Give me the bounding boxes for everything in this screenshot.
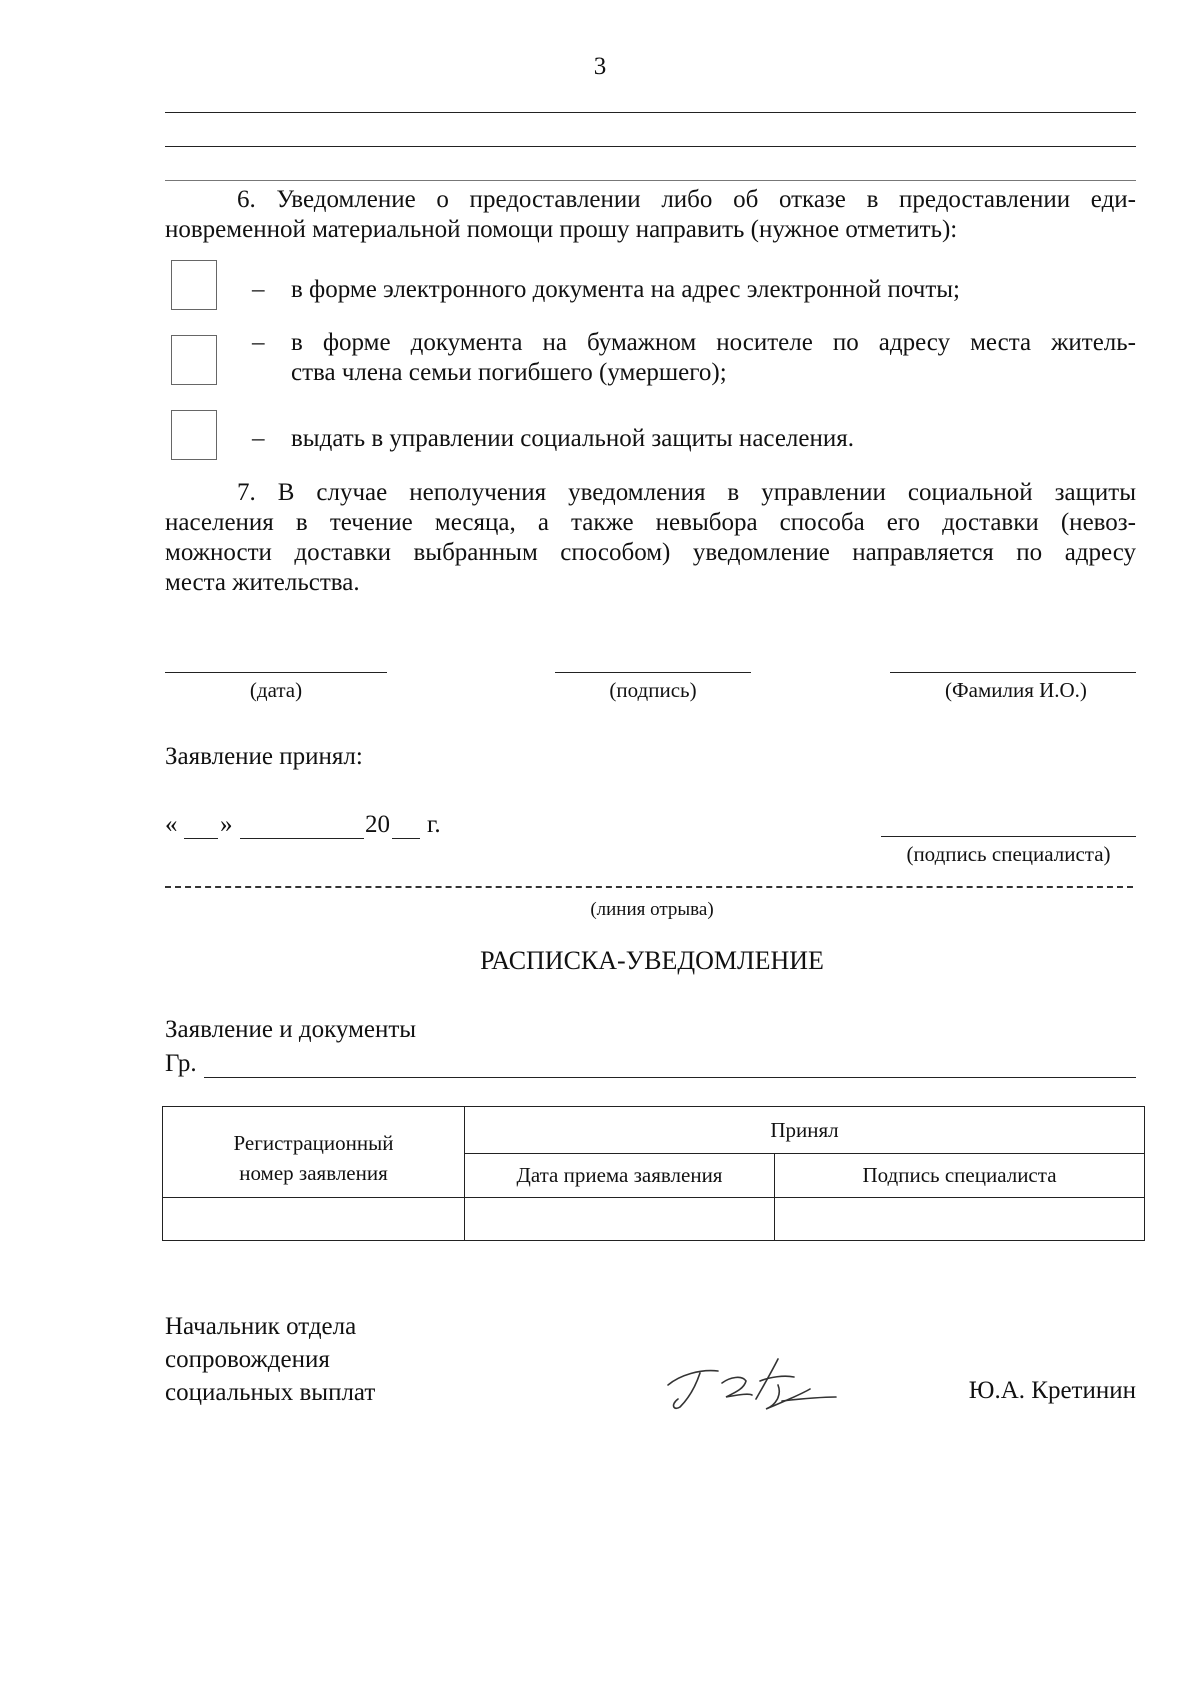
specialist-signature-cell[interactable]: [775, 1198, 1145, 1241]
accepted-label: Заявление принял:: [165, 743, 363, 770]
name-label: (Фамилия И.О.): [945, 678, 1087, 702]
item-6-line-1: 6. Уведомление о предоставлении либо об отказе в предоставлении еди-: [237, 186, 1136, 213]
date-line[interactable]: [165, 672, 387, 673]
tear-line-label: (линия отрыва): [590, 899, 714, 920]
item-6-line-2: новременной материальной помощи прошу направить (нужное отметить):: [165, 216, 958, 243]
specialist-signature-header: Подпись специалиста: [775, 1154, 1145, 1198]
footer-position-line-2: сопровождения: [165, 1346, 330, 1373]
blank-line-3: [165, 180, 1136, 181]
page-number: 3: [593, 53, 607, 80]
footer-name: Ю.А. Кретинин: [968, 1377, 1136, 1404]
specialist-signature-line[interactable]: [881, 836, 1136, 837]
option-office-checkbox[interactable]: [171, 410, 217, 460]
tear-line: [165, 886, 1133, 888]
item-7-line-1: 7. В случае неполучения уведомления в управлении социальной защиты: [237, 479, 1136, 506]
receipt-citizen-prefix: Гр.: [165, 1050, 197, 1077]
item-7-line-3: можности доставки выбранным способом) уведомление направляется по адресу: [165, 539, 1136, 566]
footer-position-line-3: социальных выплат: [165, 1379, 376, 1406]
accepted-day-line[interactable]: [184, 838, 218, 839]
item-7-line-2: населения в течение месяца, а также невыбора способа его доставки (невоз-: [165, 509, 1136, 536]
signature-label: (подпись): [609, 678, 697, 702]
item-7-paragraph: [165, 478, 1136, 598]
option-email-label: в форме электронного документа на адрес электронной почты;: [291, 276, 960, 303]
accepted-year-suffix: г.: [427, 811, 441, 838]
option-dash: –: [252, 329, 265, 356]
table-row: [163, 1198, 1145, 1241]
accepted-year-line[interactable]: [392, 838, 420, 839]
footer-position-line-1: Начальник отдела: [165, 1313, 357, 1340]
receipt-title: РАСПИСКА-УВЕДОМЛЕНИЕ: [480, 946, 824, 975]
registration-table: [162, 1106, 1145, 1241]
reg-number-header: Регистрационный номер заявления: [163, 1107, 465, 1198]
signature-line[interactable]: [555, 672, 751, 673]
option-email-checkbox[interactable]: [171, 260, 217, 310]
option-paper-line-1: в форме документа на бумажном носителе по адресу места житель-: [291, 329, 1136, 356]
option-paper-label: [291, 328, 1136, 388]
accepted-date-close: »: [220, 811, 233, 838]
accepted-date-open: «: [165, 811, 178, 838]
receipt-line-1: Заявление и документы: [165, 1016, 417, 1043]
specialist-signature-label: (подпись специалиста): [906, 842, 1111, 866]
footer-position: [165, 1310, 375, 1409]
reg-number-cell[interactable]: [163, 1198, 465, 1241]
item-7-line-4: места жительства.: [165, 569, 360, 596]
blank-line-2: [165, 146, 1136, 147]
date-label: (дата): [249, 678, 303, 702]
option-dash: –: [252, 276, 265, 303]
receipt-citizen-line[interactable]: [204, 1077, 1136, 1078]
option-office-label: выдать в управлении социальной защиты населения.: [291, 425, 854, 452]
option-paper-line-2: ства члена семьи погибшего (умершего);: [291, 359, 727, 386]
item-6-paragraph: [165, 185, 1136, 245]
name-line[interactable]: [890, 672, 1136, 673]
date-received-cell[interactable]: [465, 1198, 775, 1241]
date-received-header: Дата приема заявления: [465, 1154, 775, 1198]
accepted-header: Принял: [465, 1107, 1145, 1154]
blank-line-1: [165, 112, 1136, 113]
option-paper-checkbox[interactable]: [171, 335, 217, 385]
accepted-month-line[interactable]: [240, 838, 364, 839]
handwritten-signature-icon: [660, 1355, 840, 1415]
option-dash: –: [252, 425, 265, 452]
accepted-year-prefix: 20: [365, 811, 390, 838]
